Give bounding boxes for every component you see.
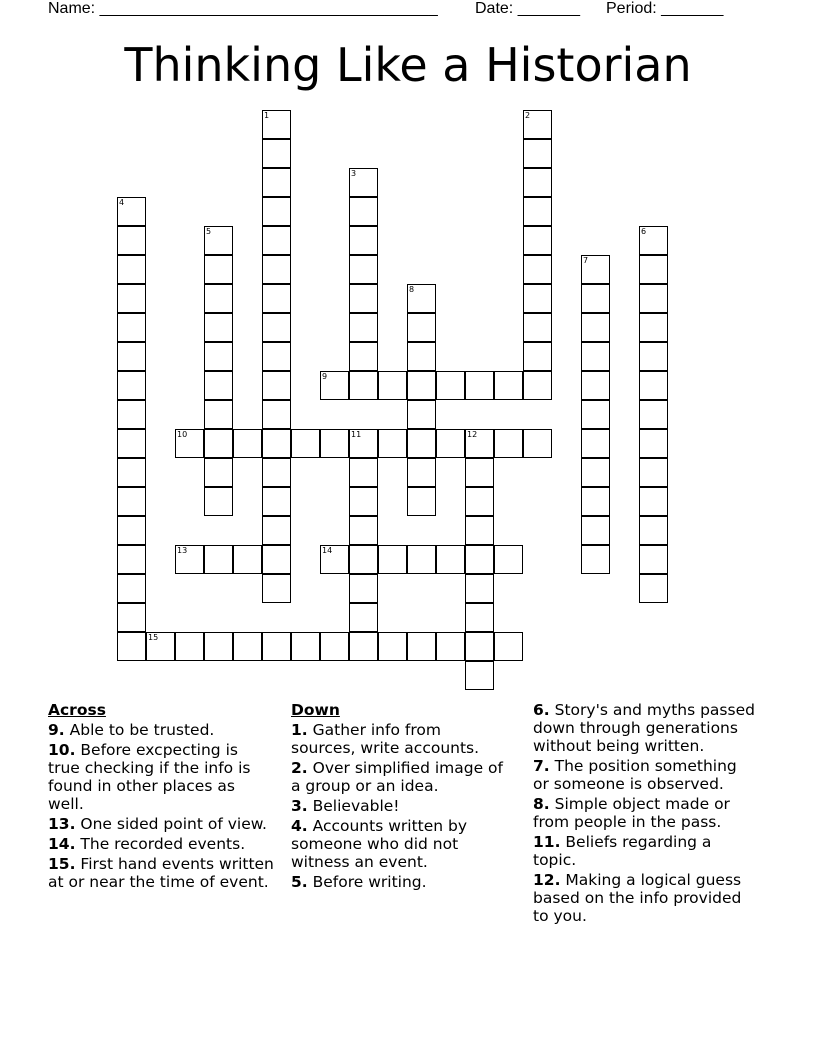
grid-cell[interactable] xyxy=(523,197,552,226)
grid-cell[interactable] xyxy=(407,632,436,661)
grid-cell[interactable] xyxy=(465,661,494,690)
grid-cell[interactable] xyxy=(639,400,668,429)
clue-number-6: 6 xyxy=(641,227,647,236)
grid-cell[interactable] xyxy=(233,632,262,661)
clue-number-1: 1 xyxy=(264,111,270,120)
grid-cell[interactable] xyxy=(204,371,233,400)
grid-cell[interactable] xyxy=(349,458,378,487)
grid-cell[interactable] xyxy=(262,342,291,371)
name-field[interactable]: Name: ______________________________________ xyxy=(48,0,438,17)
grid-cell[interactable] xyxy=(117,255,146,284)
grid-cell[interactable] xyxy=(407,487,436,516)
grid-cell[interactable] xyxy=(349,371,378,400)
grid-cell[interactable] xyxy=(204,545,233,574)
grid-cell[interactable] xyxy=(320,429,349,458)
clue-down-5: 5. Before writing. xyxy=(291,873,427,891)
grid-cell[interactable] xyxy=(465,632,494,661)
grid-cell[interactable] xyxy=(204,487,233,516)
grid-cell[interactable] xyxy=(407,400,436,429)
grid-cell[interactable] xyxy=(639,574,668,603)
clue-down-4: 4. Accounts written by someone who did not witness an event. xyxy=(291,817,468,871)
grid-cell[interactable] xyxy=(465,574,494,603)
clue-down-6: 6. Story's and myths passed down through generations without being written. xyxy=(533,701,755,755)
grid-cell[interactable] xyxy=(581,516,610,545)
date-field[interactable]: Date: _______ xyxy=(475,0,580,17)
clue-across-15: 15. First hand events written at or near the time of event. xyxy=(48,855,274,891)
clue-number-12: 12 xyxy=(467,430,478,439)
grid-cell[interactable] xyxy=(523,139,552,168)
clue-across-9: 9. Able to be trusted. xyxy=(48,721,215,739)
grid-cell[interactable] xyxy=(117,429,146,458)
grid-cell[interactable] xyxy=(204,313,233,342)
clue-number-10: 10 xyxy=(177,430,188,439)
grid-cell[interactable] xyxy=(407,371,436,400)
grid-cell[interactable] xyxy=(581,342,610,371)
grid-cell[interactable] xyxy=(378,371,407,400)
grid-cell[interactable] xyxy=(175,632,204,661)
grid-cell[interactable] xyxy=(262,516,291,545)
grid-cell[interactable] xyxy=(117,342,146,371)
grid-cell[interactable] xyxy=(378,429,407,458)
down-heading: Down xyxy=(291,701,340,719)
grid-cell[interactable] xyxy=(436,371,465,400)
grid-cell[interactable] xyxy=(378,632,407,661)
grid-cell[interactable] xyxy=(465,371,494,400)
grid-cell[interactable] xyxy=(581,545,610,574)
clue-number-13: 13 xyxy=(177,546,188,555)
grid-cell[interactable] xyxy=(639,487,668,516)
grid-cell[interactable] xyxy=(204,632,233,661)
grid-cell[interactable] xyxy=(581,400,610,429)
grid-cell[interactable] xyxy=(349,487,378,516)
grid-cell[interactable] xyxy=(262,429,291,458)
grid-cell[interactable] xyxy=(407,545,436,574)
grid-cell[interactable] xyxy=(523,313,552,342)
clue-down-2: 2. Over simplified image of a group or an idea. xyxy=(291,759,503,795)
grid-cell[interactable] xyxy=(117,371,146,400)
clue-number-4: 4 xyxy=(119,198,125,207)
grid-cell[interactable] xyxy=(436,429,465,458)
down-clues-continued xyxy=(533,701,757,927)
grid-cell[interactable] xyxy=(465,487,494,516)
grid-cell[interactable] xyxy=(117,574,146,603)
grid-cell[interactable] xyxy=(262,574,291,603)
grid-cell[interactable] xyxy=(581,371,610,400)
grid-cell[interactable] xyxy=(349,545,378,574)
grid-cell[interactable] xyxy=(465,545,494,574)
grid-cell[interactable] xyxy=(639,342,668,371)
grid-cell[interactable] xyxy=(262,197,291,226)
grid-cell[interactable] xyxy=(262,139,291,168)
grid-cell[interactable] xyxy=(639,371,668,400)
grid-cell[interactable] xyxy=(117,284,146,313)
grid-cell[interactable] xyxy=(262,400,291,429)
grid-cell[interactable] xyxy=(117,603,146,632)
header xyxy=(0,0,816,22)
grid-cell[interactable] xyxy=(233,545,262,574)
grid-cell[interactable] xyxy=(494,632,523,661)
clue-number-5: 5 xyxy=(206,227,212,236)
grid-cell[interactable] xyxy=(523,429,552,458)
grid-cell[interactable] xyxy=(204,458,233,487)
grid-cell[interactable] xyxy=(204,284,233,313)
clue-number-11: 11 xyxy=(351,430,362,439)
grid-cell[interactable] xyxy=(262,545,291,574)
grid-cell[interactable] xyxy=(117,487,146,516)
grid-cell[interactable] xyxy=(407,342,436,371)
grid-cell[interactable] xyxy=(639,313,668,342)
grid-cell[interactable] xyxy=(349,342,378,371)
grid-cell[interactable] xyxy=(349,632,378,661)
grid-cell[interactable] xyxy=(117,458,146,487)
grid-cell[interactable] xyxy=(117,516,146,545)
grid-cell[interactable] xyxy=(523,284,552,313)
clue-number-9: 9 xyxy=(322,372,328,381)
grid-cell[interactable] xyxy=(523,342,552,371)
grid-cell[interactable] xyxy=(204,342,233,371)
grid-cell[interactable] xyxy=(117,226,146,255)
grid-cell[interactable] xyxy=(204,429,233,458)
grid-cell[interactable] xyxy=(581,458,610,487)
grid-cell[interactable] xyxy=(639,284,668,313)
clue-across-13: 13. One sided point of view. xyxy=(48,815,267,833)
grid-cell[interactable] xyxy=(349,197,378,226)
grid-cell[interactable] xyxy=(262,632,291,661)
clue-down-7: 7. The position something or someone is observed. xyxy=(533,757,737,793)
grid-cell[interactable] xyxy=(581,487,610,516)
clue-number-3: 3 xyxy=(351,169,357,178)
grid-cell[interactable] xyxy=(262,487,291,516)
grid-cell[interactable] xyxy=(581,284,610,313)
grid-cell[interactable] xyxy=(465,458,494,487)
grid-cell[interactable] xyxy=(639,458,668,487)
grid-cell[interactable] xyxy=(204,255,233,284)
grid-cell[interactable] xyxy=(117,400,146,429)
page-title: Thinking Like a Historian xyxy=(124,38,692,92)
clue-number-2: 2 xyxy=(525,111,531,120)
grid-cell[interactable] xyxy=(581,313,610,342)
grid-cell[interactable] xyxy=(117,545,146,574)
grid-cell[interactable] xyxy=(291,429,320,458)
grid-cell[interactable] xyxy=(465,603,494,632)
grid-cell[interactable] xyxy=(407,429,436,458)
grid-cell[interactable] xyxy=(494,429,523,458)
grid-cell[interactable] xyxy=(291,632,320,661)
grid-cell[interactable] xyxy=(639,516,668,545)
across-clues xyxy=(48,701,274,893)
grid-cell[interactable] xyxy=(494,371,523,400)
grid-cell[interactable] xyxy=(378,545,407,574)
grid-cell[interactable] xyxy=(436,545,465,574)
grid-cell[interactable] xyxy=(581,429,610,458)
clue-across-10: 10. Before excpecting is true checking if the info is found in other places as well. xyxy=(48,741,251,813)
clue-number-14: 14 xyxy=(322,546,333,555)
grid-cell[interactable] xyxy=(262,168,291,197)
grid-cell[interactable] xyxy=(233,429,262,458)
grid-cell[interactable] xyxy=(407,313,436,342)
grid-cell[interactable] xyxy=(349,226,378,255)
clue-down-8: 8. Simple object made or from people in the pass. xyxy=(533,795,730,831)
across-heading: Across xyxy=(48,701,106,719)
clue-number-7: 7 xyxy=(583,256,589,265)
grid-cell[interactable] xyxy=(407,458,436,487)
grid-cell[interactable] xyxy=(204,400,233,429)
clue-number-15: 15 xyxy=(148,633,159,642)
grid-cell[interactable] xyxy=(523,168,552,197)
grid-cell[interactable] xyxy=(349,284,378,313)
grid-cell[interactable] xyxy=(349,574,378,603)
down-clues xyxy=(291,701,503,893)
clue-across-14: 14. The recorded events. xyxy=(48,835,246,853)
clue-down-11: 11. Beliefs regarding a topic. xyxy=(533,833,712,869)
clue-number-8: 8 xyxy=(409,285,415,294)
grid-cell[interactable] xyxy=(262,371,291,400)
grid-cell[interactable] xyxy=(494,545,523,574)
grid-cell[interactable] xyxy=(117,632,146,661)
period-field[interactable]: Period: _______ xyxy=(606,0,724,17)
grid-cell[interactable] xyxy=(465,516,494,545)
grid-cell[interactable] xyxy=(523,226,552,255)
grid-cell[interactable] xyxy=(639,429,668,458)
grid-cell[interactable] xyxy=(639,255,668,284)
grid-cell[interactable] xyxy=(349,255,378,284)
grid-cell[interactable] xyxy=(436,632,465,661)
grid-cell[interactable] xyxy=(262,284,291,313)
grid-cell[interactable] xyxy=(349,603,378,632)
clue-down-12: 12. Making a logical guess based on the info provided to you. xyxy=(533,871,742,925)
clue-down-1: 1. Gather info from sources, write accounts. xyxy=(291,721,480,757)
clue-down-3: 3. Believable! xyxy=(291,797,400,815)
grid-cell[interactable] xyxy=(639,545,668,574)
grid-cell[interactable] xyxy=(262,458,291,487)
grid-cell[interactable] xyxy=(523,255,552,284)
grid-cell[interactable] xyxy=(349,313,378,342)
grid-cell[interactable] xyxy=(320,632,349,661)
grid-cell[interactable] xyxy=(262,255,291,284)
grid-cell[interactable] xyxy=(262,313,291,342)
grid-cell[interactable] xyxy=(262,226,291,255)
grid-cell[interactable] xyxy=(117,313,146,342)
grid-cell[interactable] xyxy=(349,516,378,545)
grid-cell[interactable] xyxy=(523,371,552,400)
